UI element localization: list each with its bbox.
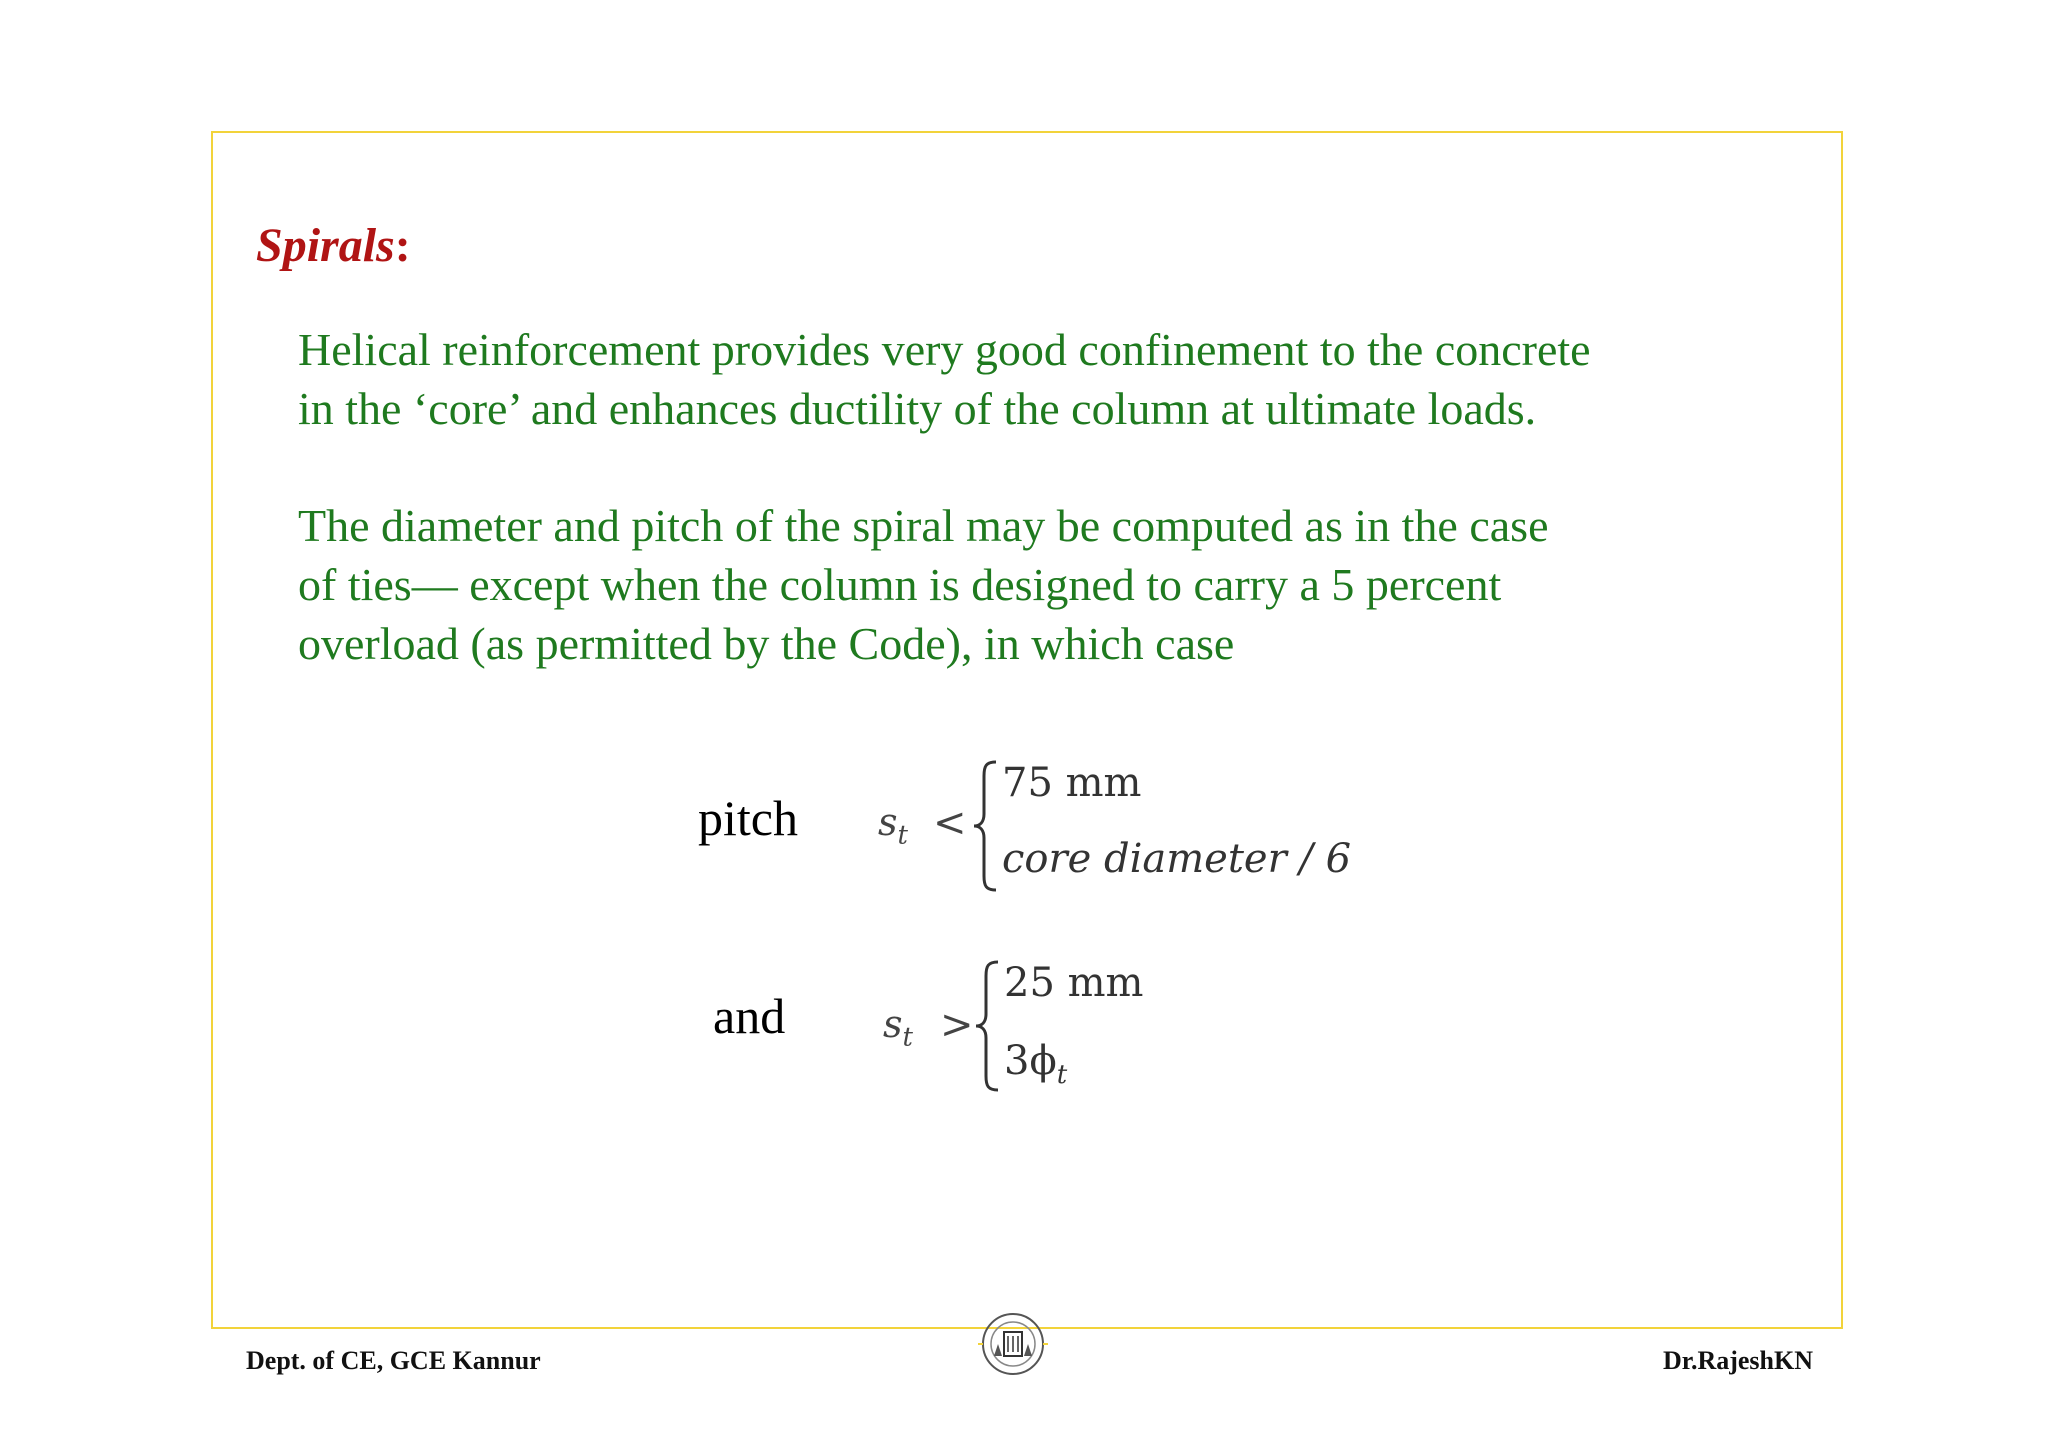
college-emblem-icon: [978, 1306, 1048, 1384]
case2-subscript: t: [1056, 1060, 1068, 1090]
paragraph-line: Helical reinforcement provides very good confinement to the concrete: [298, 324, 1591, 375]
slide-title-colon: :: [394, 219, 411, 272]
equation-and-variable: [883, 1002, 913, 1053]
paragraph-line: The diameter and pitch of the spiral may be computed as in the case: [298, 500, 1549, 551]
equation-pitch-label: pitch: [698, 790, 798, 846]
left-brace-icon: [972, 958, 1006, 1094]
equation-and-operator: >: [940, 1002, 974, 1048]
slide-title: [256, 218, 411, 273]
paragraph-line: in the ‘core’ and enhances ductility of the column at ultimate loads.: [298, 383, 1537, 434]
slide-frame: [211, 131, 1843, 1329]
variable-subscript: t: [897, 820, 908, 851]
equation-pitch-case2: core diameter / 6: [1002, 836, 1352, 882]
variable-subscript: t: [902, 1022, 913, 1053]
paragraph-diameter-pitch: [298, 496, 1549, 673]
paragraph-helical: [298, 320, 1591, 438]
equation-and-case2: [1004, 1038, 1067, 1090]
equation-pitch-operator: <: [933, 800, 967, 846]
footer-department: Dept. of CE, GCE Kannur: [246, 1346, 541, 1375]
equation-and-case1: 25 mm: [1004, 960, 1144, 1006]
variable-symbol: s: [883, 1002, 903, 1046]
paragraph-line: of ties— except when the column is designed to carry a 5 percent: [298, 559, 1502, 610]
slide-title-text: Spirals: [256, 219, 395, 272]
left-brace-icon: [970, 758, 1004, 894]
paragraph-line: overload (as permitted by the Code), in which case: [298, 618, 1235, 669]
equation-pitch-variable: [878, 800, 908, 851]
case2-base: 3ϕ: [1004, 1038, 1057, 1084]
footer-author: Dr.RajeshKN: [1663, 1346, 1813, 1375]
equation-and-label: and: [713, 988, 786, 1044]
variable-symbol: s: [878, 800, 898, 844]
equation-pitch-case1: 75 mm: [1002, 760, 1142, 806]
